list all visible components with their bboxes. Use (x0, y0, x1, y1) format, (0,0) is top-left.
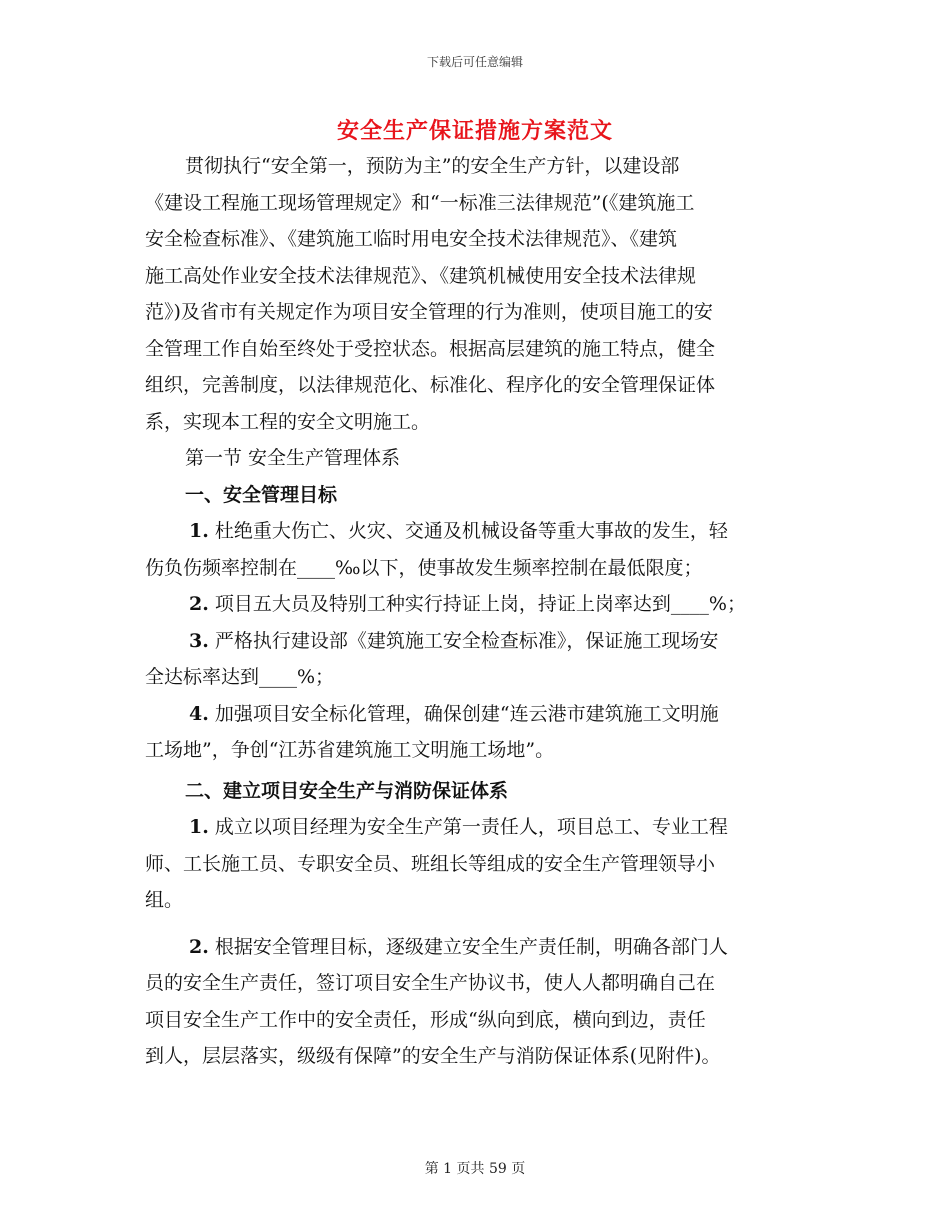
list-item (145, 513, 810, 550)
item-continuation: 到人，层层落实，级级有保障”的安全生产与消防保证体系(见附件)。 (145, 1045, 721, 1067)
intro-line: 全管理工作自始至终处于受控状态。根据高层建筑的施工特点，健全 (145, 337, 716, 360)
item-continuation: 师、工长施工员、专职安全员、班组长等组成的安全生产管理领导小 (145, 852, 716, 875)
item-text: 加强项目安全标化管理，确保创建“连云港市建筑施工文明施 (214, 702, 719, 725)
item-text: 成立以项目经理为安全生产第一责任人，项目总工、专业工程 (214, 816, 728, 838)
list-item (145, 586, 810, 623)
item-continuation: 组。 (145, 889, 184, 911)
intro-line: 贯彻执行“安全第一，预防为主”的安全生产方针，以建设部 (185, 155, 680, 177)
intro-line: 范》)及省市有关规定作为项目安全管理的行为准则，使项目施工的安 (145, 301, 713, 323)
intro-line: 系，实现本工程的安全文明施工。 (145, 410, 431, 433)
list-item (145, 809, 810, 846)
item-number: 1. (189, 520, 209, 542)
item-continuation: 伤负伤频率控制在____‰以下，使事故发生频率控制在最低限度； (145, 556, 703, 579)
page-header: 下载后可任意编辑 (426, 55, 523, 69)
item-number: 1. (189, 816, 209, 838)
item-text: 项目五大员及特别工种实行持证上岗，持证上岗率达到____%； (214, 593, 746, 615)
intro-line: 《建设工程施工现场管理规定》和“一标准三法律规范”(《建筑施工 (145, 191, 695, 214)
item-continuation: 全达标率达到____%； (145, 666, 335, 688)
item-number: 3. (189, 629, 209, 652)
section-heading: 第一节 安全生产管理体系 (185, 447, 401, 469)
list-item (145, 696, 810, 733)
document-title: 安全生产保证措施方案范文 (336, 118, 613, 144)
intro-line: 组织，完善制度，以法律规范化、标准化、程序化的安全管理保证体 (145, 374, 716, 396)
part2-heading: 二、建立项目安全生产与消防保证体系 (185, 779, 509, 802)
list-item (145, 929, 810, 966)
list-item (145, 623, 810, 660)
page-footer: 第 1 页共 59 页 (424, 1161, 526, 1177)
item-continuation: 项目安全生产工作中的安全责任，形成“纵向到底，横向到边，责任 (145, 1008, 706, 1031)
item-continuation: 工场地”，争创“江苏省建筑施工文明施工场地”。 (145, 739, 555, 761)
item-number: 2. (189, 593, 209, 615)
item-continuation: 员的安全生产责任，签订项目安全生产协议书，使人人都明确自己在 (145, 972, 716, 994)
item-text: 根据安全管理目标，逐级建立安全生产责任制，明确各部门人 (214, 935, 728, 958)
item-text: 严格执行建设部《建筑施工安全检查标准》，保证施工现场安 (214, 629, 719, 652)
item-text: 杜绝重大伤亡、火灾、交通及机械设备等重大事故的发生，轻 (214, 520, 728, 542)
part1-heading: 一、安全管理目标 (185, 483, 338, 506)
item-number: 2. (189, 935, 209, 958)
document-body (145, 148, 810, 1075)
intro-line: 安全检查标准》、《建筑施工临时用电安全技术法律规范》、《建筑 (145, 228, 678, 250)
intro-line: 施工高处作业安全技术法律规范》、《建筑机械使用安全技术法律规 (145, 264, 697, 287)
item-number: 4. (189, 702, 209, 725)
